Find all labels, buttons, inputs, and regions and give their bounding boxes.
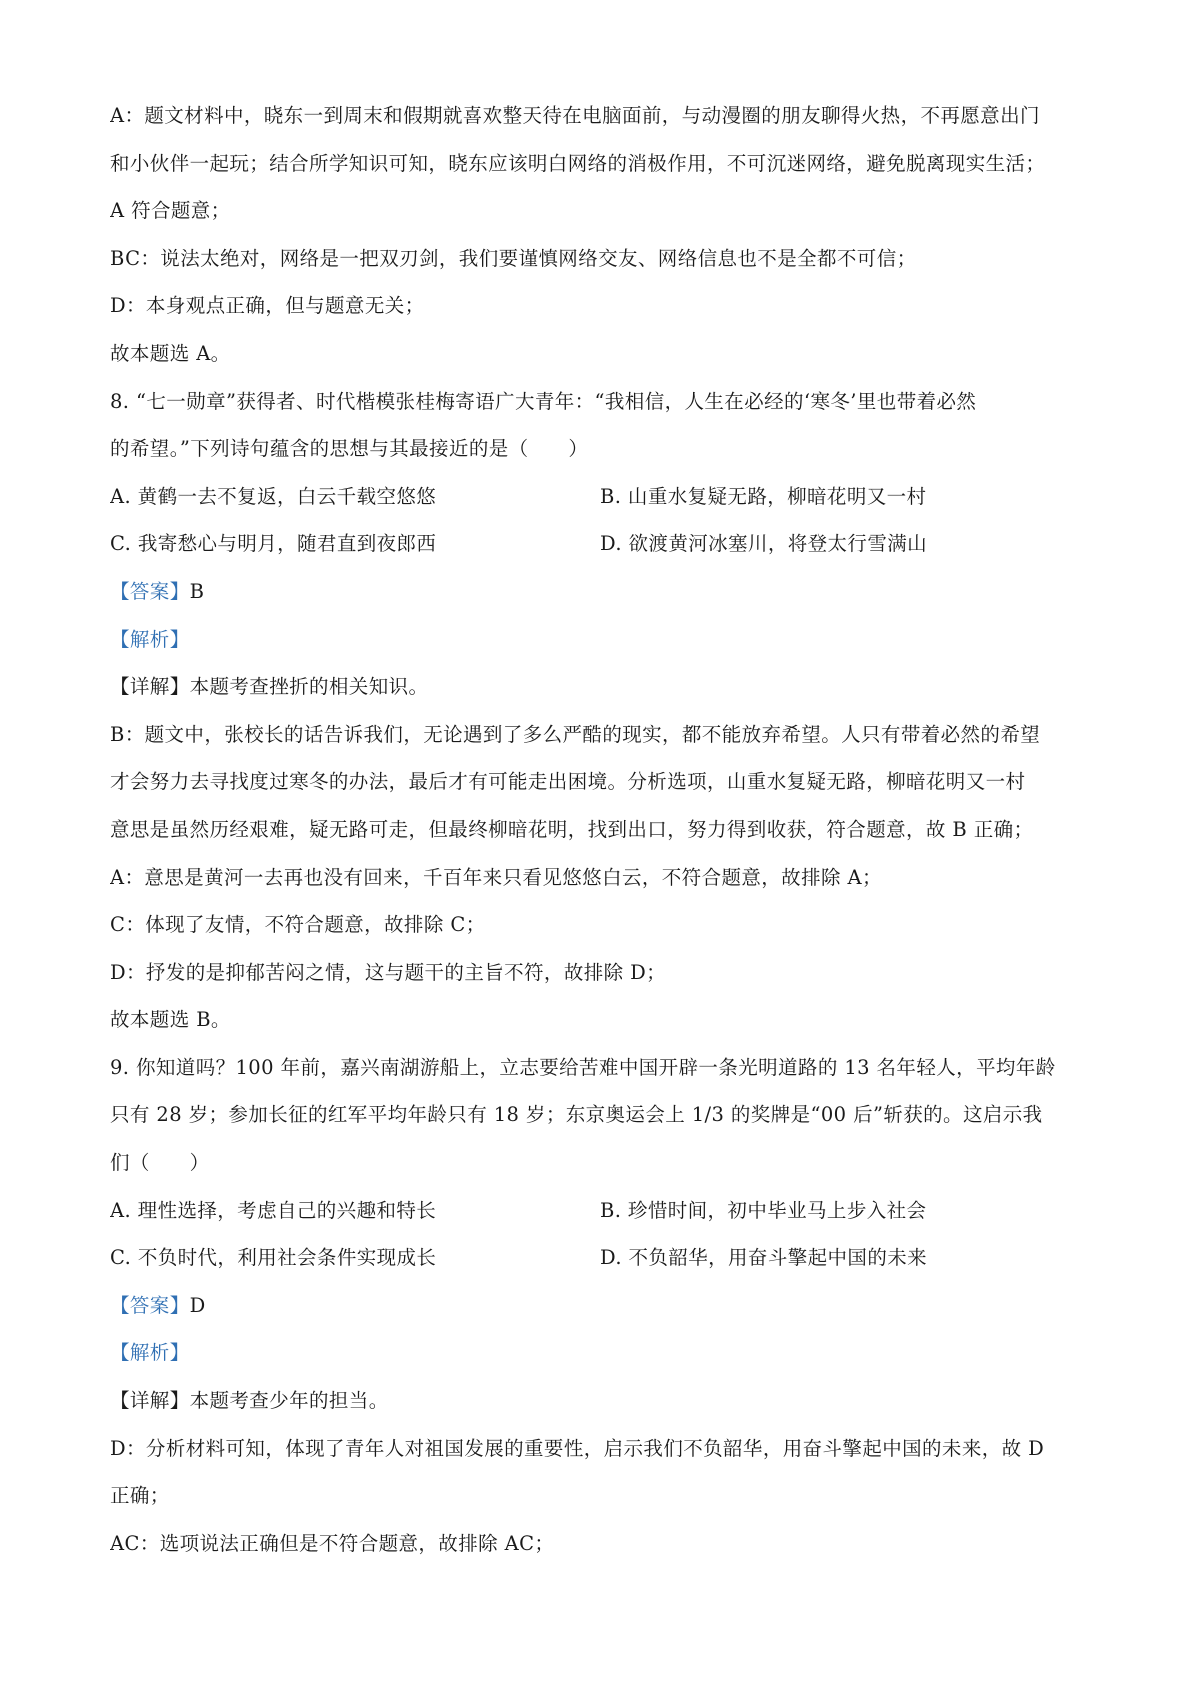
q7-option-d-analysis: D：本身观点正确，但与题意无关； (110, 294, 425, 318)
q9-option-d-analysis-line-1: D：分析材料可知，体现了青年人对祖国发展的重要性，启示我们不负韶华，用奋斗擎起中国的未来，故 D (110, 1436, 1045, 1460)
q9-detail-tag: 【详解】 (110, 1389, 190, 1413)
q8-analysis-tag: 【解析】 (110, 627, 190, 651)
q9-detail-text: 本题考查少年的担当。 (189, 1389, 389, 1413)
q9-analysis-tag: 【解析】 (110, 1341, 190, 1365)
q8-options-row-1 (110, 473, 1100, 521)
q9-answer-value: D (189, 1293, 206, 1317)
q7-option-a-analysis-line-1: A：题文材料中，晓东一到周末和假期就喜欢整天待在电脑面前，与动漫圈的朋友聊得火热，不再愿意出门 (110, 104, 1040, 127)
q8-options-row-2 (110, 520, 1100, 568)
q9-option-a: A. 理性选择，考虑自己的兴趣和特长 (110, 1198, 437, 1222)
q9-detail (110, 1377, 1100, 1425)
q8-answer-value: B (189, 579, 205, 603)
q9-option-ac-analysis: AC：选项说法正确但是不符合题意，故排除 AC； (110, 1531, 555, 1555)
q8-option-b-analysis-line-1: B：题文中，张校长的话告诉我们，无论遇到了多么严酷的现实，都不能放弃希望。人只有带着必然的希望 (110, 722, 1041, 746)
q8-option-b-analysis-line-2: 才会努力去寻找度过寒冬的办法，最后才有可能走出困境。分析选项，山重水复疑无路，柳暗花明又一村 (110, 770, 1026, 794)
q8-detail-tag: 【详解】 (110, 675, 190, 699)
q8-option-c-analysis: C：体现了友情，不符合题意，故排除 C； (110, 913, 486, 937)
q9-analysis (110, 1329, 1100, 1377)
q9-stem-line-1: 9. 你知道吗？100 年前，嘉兴南湖游船上，立志要给苦难中国开辟一条光明道路的 13 名年轻人，平均年龄 (110, 1055, 1056, 1079)
q9-options-row-2 (110, 1234, 1100, 1282)
q8-option-a-analysis: A：意思是黄河一去再也没有回来，千百年来只看见悠悠白云，不符合题意，故排除 A； (110, 865, 882, 889)
q7-option-bc-analysis: BC：说法太绝对，网络是一把双刃剑，我们要谨慎网络交友、网络信息也不是全都不可信； (110, 246, 917, 270)
q8-analysis (110, 616, 1100, 664)
q9-option-d-analysis-line-2: 正确； (110, 1484, 170, 1508)
q7-option-a-analysis-line-3: A 符合题意； (110, 199, 231, 223)
q9-answer-tag: 【答案】 (110, 1293, 190, 1317)
q8-option-c: C. 我寄愁心与明月，随君直到夜郎西 (110, 532, 437, 556)
q9-option-c: C. 不负时代，利用社会条件实现成长 (110, 1246, 437, 1270)
q8-option-d-analysis: D：抒发的是抑郁苦闷之情，这与题干的主旨不符，故排除 D； (110, 960, 667, 984)
q8-answer (110, 568, 1100, 616)
q8-option-d: D. 欲渡黄河冰塞川，将登太行雪满山 (600, 532, 928, 556)
q7-option-a-analysis-line-2: 和小伙伴一起玩；结合所学知识可知，晓东应该明白网络的消极作用，不可沉迷网络，避免脱离现实生活； (110, 151, 1046, 175)
q7-conclusion: 故本题选 A。 (110, 341, 231, 365)
q9-stem-line-3: 们（ ） (110, 1151, 210, 1175)
q9-option-d: D. 不负韶华，用奋斗擎起中国的未来 (600, 1246, 928, 1270)
q8-detail (110, 663, 1100, 711)
q9-option-b: B. 珍惜时间，初中毕业马上步入社会 (600, 1198, 927, 1222)
document-page (110, 92, 1100, 1567)
q8-detail-text: 本题考查挫折的相关知识。 (189, 675, 429, 699)
q9-answer (110, 1282, 1100, 1330)
q8-stem-line-2: 的希望。”下列诗句蕴含的思想与其最接近的是（ ） (110, 437, 589, 461)
q8-stem-line-1: 8. “七一勋章”获得者、时代楷模张桂梅寄语广大青年：“我相信，人生在必经的‘寒冬’里也带着必然 (110, 389, 977, 413)
q8-conclusion: 故本题选 B。 (110, 1008, 231, 1032)
q9-options-row-1 (110, 1187, 1100, 1235)
q8-answer-tag: 【答案】 (110, 579, 190, 603)
q8-option-b: B. 山重水复疑无路，柳暗花明又一村 (600, 484, 927, 508)
q9-stem-line-2: 只有 28 岁；参加长征的红军平均年龄只有 18 岁；东京奥运会上 1/3 的奖牌是“00 后”斩获的。这启示我 (110, 1103, 1043, 1127)
q8-option-b-analysis-line-3: 意思是虽然历经艰难，疑无路可走，但最终柳暗花明，找到出口，努力得到收获，符合题意，故 B 正确； (110, 817, 1034, 841)
q8-option-a: A. 黄鹤一去不复返，白云千载空悠悠 (110, 484, 437, 508)
